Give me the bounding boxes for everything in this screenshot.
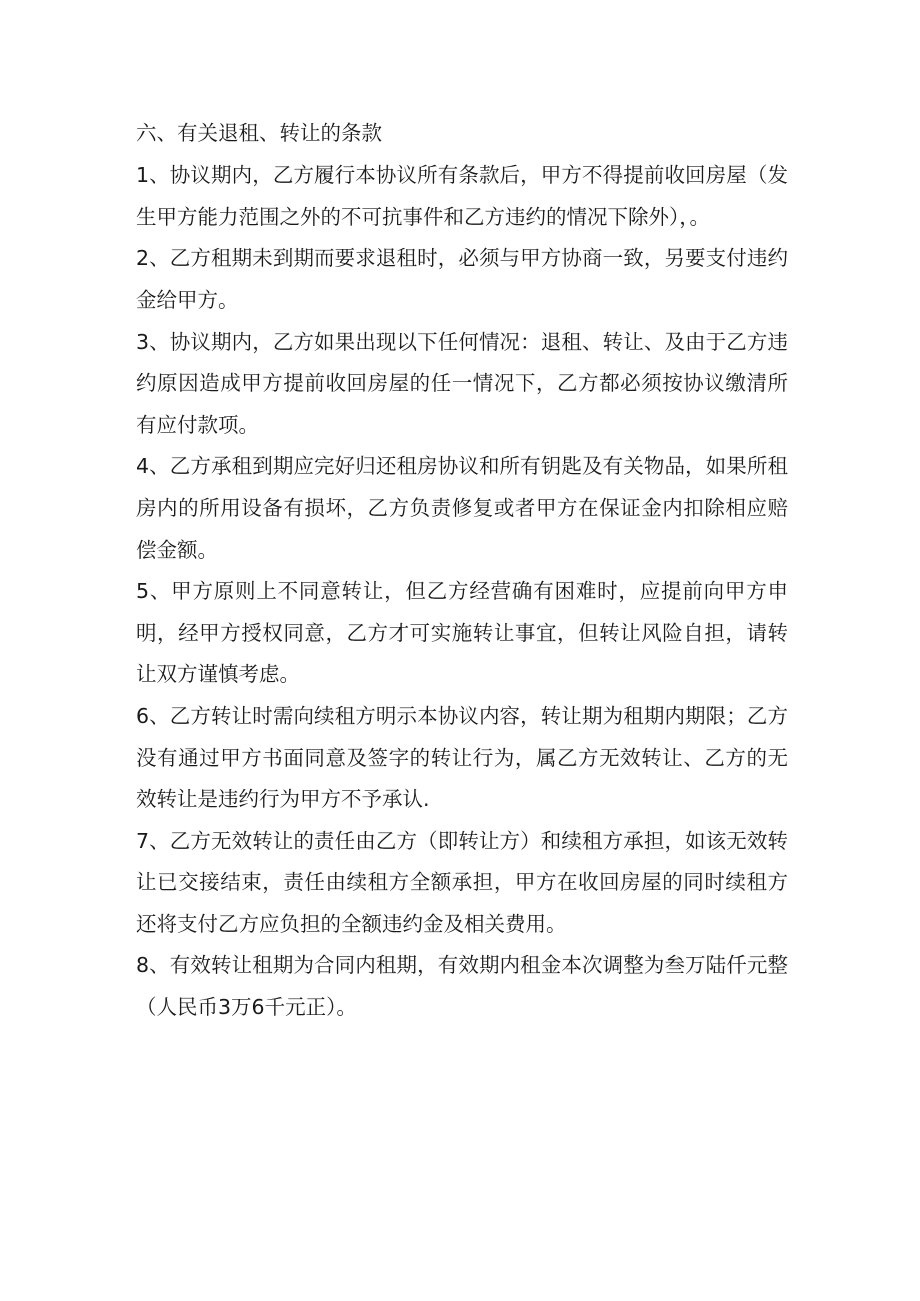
clause-text: 、乙方租期未到期而要求退租时，必须与甲方协商一致，另要支付违约金给甲方。	[136, 246, 788, 312]
clause-text: 、协议期内，乙方履行本协议所有条款后，甲方不得提前收回房屋（发生甲方能力范围之外的不可抗事件和乙方违约的情况下除外），。	[136, 163, 788, 229]
clause-number: 4	[136, 454, 150, 479]
clause-text: 、有效转让租期为合同内租期，有效期内租金本次调整为叁万陆仟元整（人民币3万6千元正）。	[136, 953, 788, 1020]
section-heading: 六、有关退租、转让的条款	[136, 121, 382, 145]
clause-5	[136, 571, 788, 696]
clause-number: 5	[136, 579, 150, 604]
clause-number: 3	[136, 329, 150, 354]
clause-text: 、乙方转让时需向续租方明示本协议内容，转让期为租期内期限；乙方没有通过甲方书面同意及签字的转让行为，属乙方无效转让、乙方的无效转让是违约行为甲方不予承认.	[136, 703, 788, 812]
clause-2	[136, 238, 788, 321]
document-body	[136, 113, 788, 1029]
clause-number: 8	[136, 953, 150, 978]
clause-text: 、协议期内，乙方如果出现以下任何情况：退租、转让、及由于乙方违约原因造成甲方提前收回房屋的任一情况下，乙方都必须按协议缴清所有应付款项。	[136, 329, 788, 437]
clause-number: 1	[136, 163, 150, 188]
clause-6	[136, 696, 788, 821]
clause-3	[136, 322, 788, 447]
clause-8	[136, 945, 788, 1028]
clause-text: 、乙方无效转让的责任由乙方（即转让方）和续租方承担，如该无效转让已交接结束，责任由续租方全额承担，甲方在收回房屋的同时续租方还将支付乙方应负担的全额违约金及相关费用。	[136, 828, 788, 936]
clause-number: 6	[136, 703, 150, 728]
clause-7	[136, 821, 788, 946]
clause-text: 、乙方承租到期应完好归还租房协议和所有钥匙及有关物品，如果所租房内的所用设备有损坏，乙方负责修复或者甲方在保证金内扣除相应赔偿金额。	[136, 454, 788, 562]
clause-text: 、甲方原则上不同意转让，但乙方经营确有困难时，应提前向甲方申明，经甲方授权同意，乙方才可实施转让事宜，但转让风险自担，请转让双方谨慎考虑。	[136, 579, 788, 687]
clause-number: 2	[136, 246, 150, 271]
clause-number: 7	[136, 828, 150, 853]
clause-1	[136, 155, 788, 238]
clause-4	[136, 446, 788, 571]
